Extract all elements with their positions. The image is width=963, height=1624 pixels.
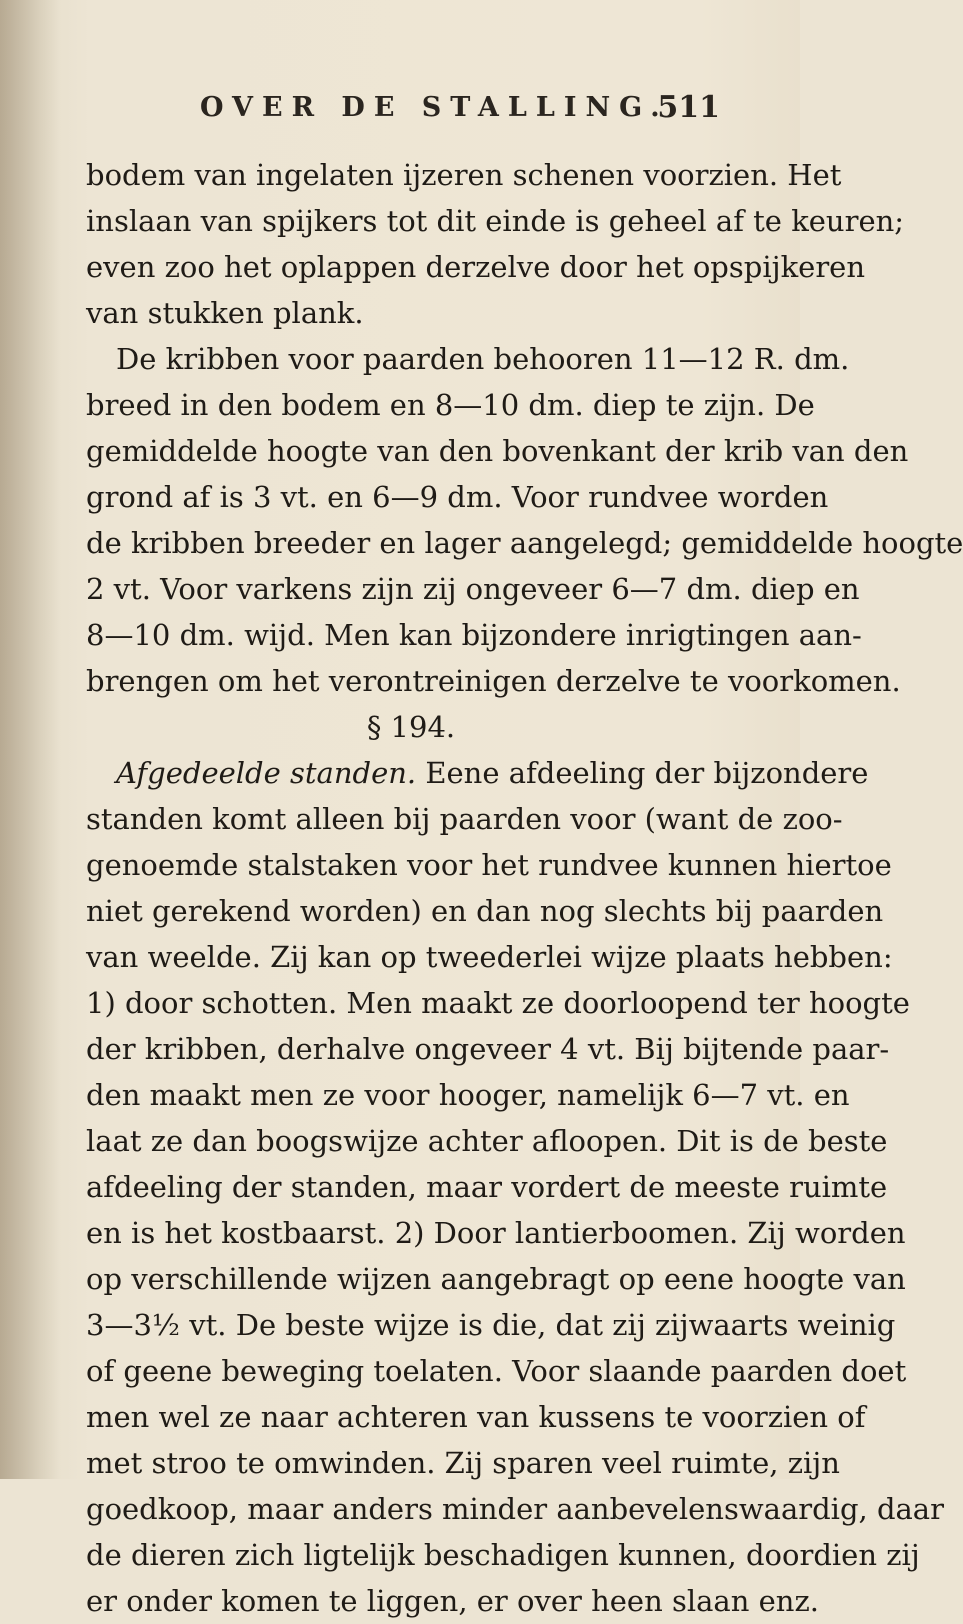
text-line: standen komt alleen bij paarden voor (want de zoo-	[86, 802, 843, 836]
text-line: brengen om het verontreinigen derzelve te voorkomen.	[86, 664, 901, 698]
text-line: met stroo te omwinden. Zij sparen veel ruimte, zijn	[86, 1446, 840, 1480]
text-line: gemiddelde hoogte van den bovenkant der krib van den	[86, 434, 909, 468]
text-line: van stukken plank.	[86, 296, 364, 330]
text-line: er onder komen te liggen, er over heen slaan enz.	[86, 1584, 819, 1618]
body-text	[86, 152, 963, 1624]
text-line: De kribben voor paarden behooren 11—12 R. dm.	[116, 342, 850, 376]
text-line: en is het kostbaarst. 2) Door lantierboomen. Zij worden	[86, 1216, 906, 1250]
text-line: inslaan van spijkers tot dit einde is geheel af te keuren;	[86, 204, 905, 238]
text-line: 2 vt. Voor varkens zijn zij ongeveer 6—7 dm. diep en	[86, 572, 860, 606]
text-line: der kribben, derhalve ongeveer 4 vt. Bij bijtende paar-	[86, 1032, 890, 1066]
page-gutter-shadow	[0, 0, 60, 1479]
text-line: breed in den bodem en 8—10 dm. diep te zijn. De	[86, 388, 815, 422]
text-line: afdeeling der standen, maar vordert de meeste ruimte	[86, 1170, 888, 1204]
text-line: genoemde stalstaken voor het rundvee kunnen hiertoe	[86, 848, 892, 882]
text-line: goedkoop, maar anders minder aanbevelenswaardig, daar	[86, 1492, 944, 1526]
text-line: de kribben breeder en lager aangelegd; gemiddelde hoogte	[86, 526, 963, 560]
page-header	[200, 92, 720, 136]
section-lead-line	[86, 750, 869, 796]
text-line: grond af is 3 vt. en 6—9 dm. Voor rundvee worden	[86, 480, 829, 514]
text-line: of geene beweging toelaten. Voor slaande paarden doet	[86, 1354, 907, 1388]
running-title: OVER DE STALLING.	[200, 92, 669, 123]
text-line: niet gerekend worden) en dan nog slechts bij paarden	[86, 894, 884, 928]
section-lead-text: Eene afdeeling der bijzondere	[416, 756, 869, 790]
text-line: 3—3½ vt. De beste wijze is die, dat zij zijwaarts weinig	[86, 1308, 896, 1342]
text-line: 1) door schotten. Men maakt ze doorloopend ter hoogte	[86, 986, 910, 1020]
section-number: § 194.	[366, 710, 456, 744]
text-line: van weelde. Zij kan op tweederlei wijze plaats hebben:	[86, 940, 893, 974]
text-line: 8—10 dm. wijd. Men kan bijzondere inrigtingen aan-	[86, 618, 862, 652]
page-number: 511	[657, 90, 720, 125]
text-line: men wel ze naar achteren van kussens te voorzien of	[86, 1400, 866, 1434]
text-line: den maakt men ze voor hooger, namelijk 6—7 vt. en	[86, 1078, 850, 1112]
section-heading: Afgedeelde standen.	[116, 756, 417, 790]
text-line: bodem van ingelaten ijzeren schenen voorzien. Het	[86, 158, 842, 192]
text-line: even zoo het oplappen derzelve door het opspijkeren	[86, 250, 866, 284]
text-line: op verschillende wijzen aangebragt op eene hoogte van	[86, 1262, 906, 1296]
text-line: laat ze dan boogswijze achter afloopen. Dit is de beste	[86, 1124, 888, 1158]
text-line: de dieren zich ligtelijk beschadigen kunnen, doordien zij	[86, 1538, 920, 1572]
